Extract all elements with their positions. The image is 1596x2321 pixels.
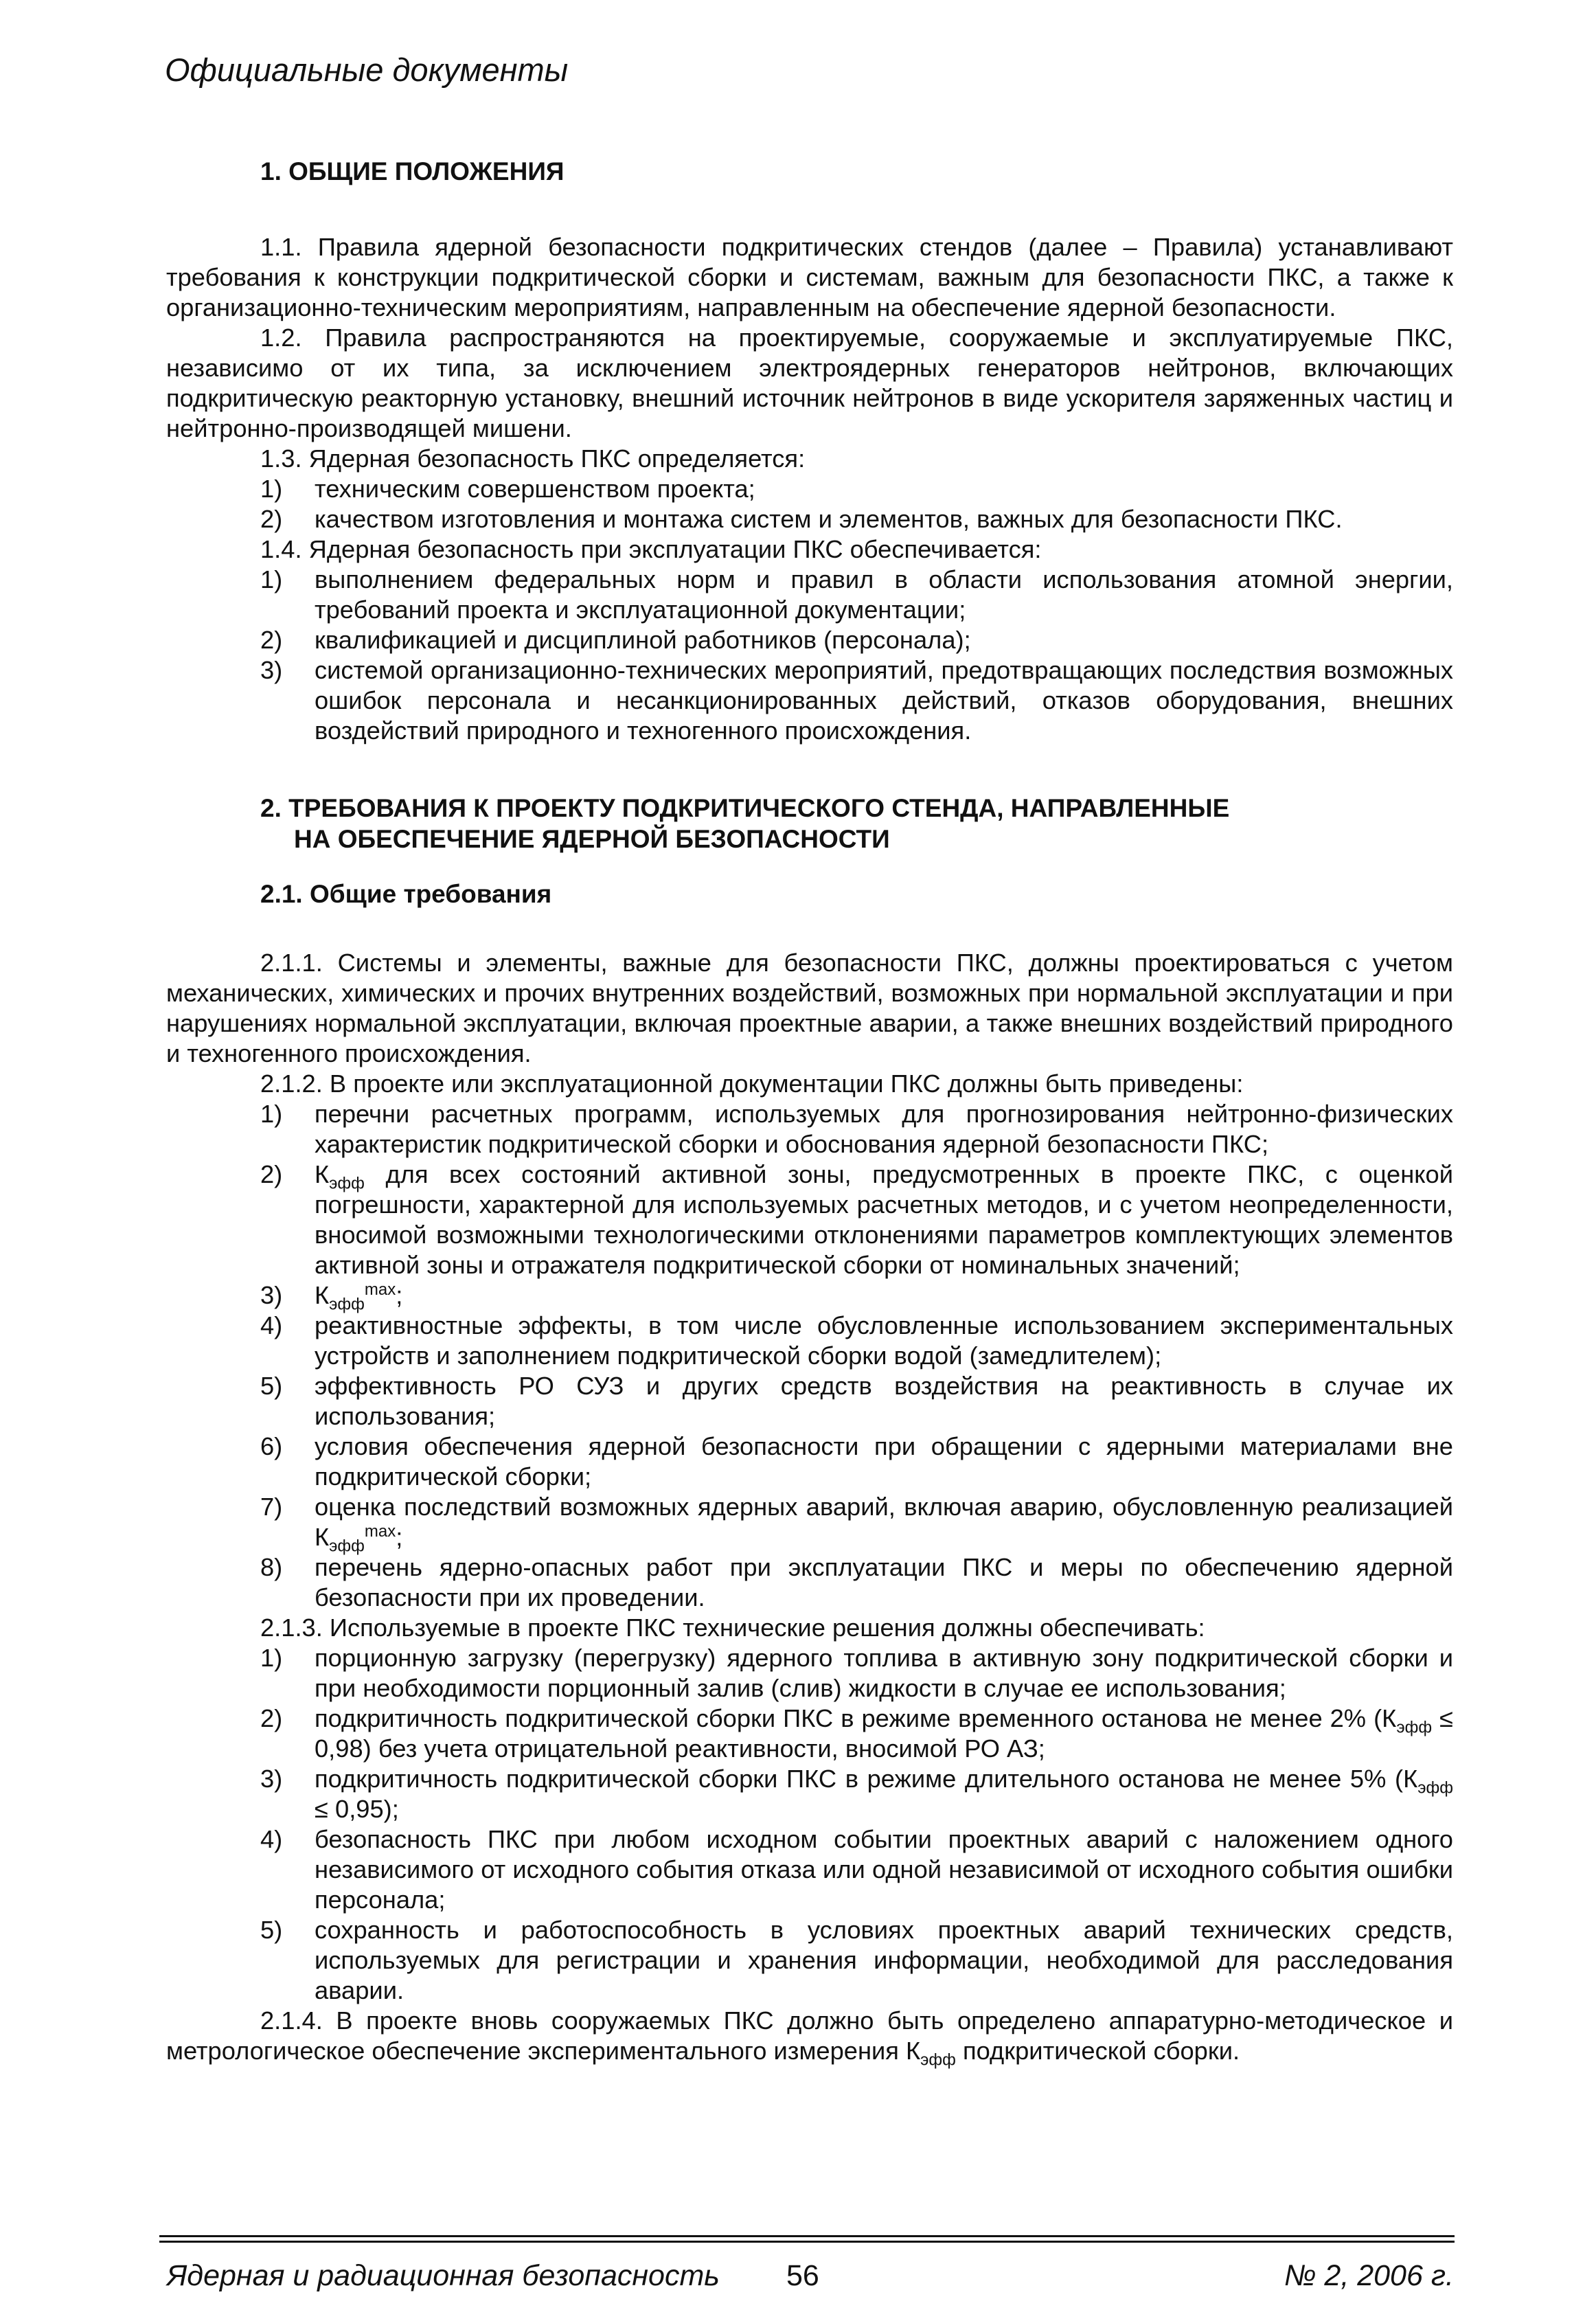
list-1-4 xyxy=(166,565,1453,746)
list-number: 8) xyxy=(260,1553,283,1581)
footer-rule-top xyxy=(159,2235,1455,2237)
list-number: 4) xyxy=(260,1311,283,1339)
running-head: Официальные документы xyxy=(165,52,569,88)
list-text: оценка последствий возможных ядерных аварий, включая аварию, обусловленную реализацией xyxy=(315,1493,1453,1521)
k-eff-subscript: эфф xyxy=(1396,1718,1433,1737)
paragraph-text: 2.1.4. В проекте вновь сооружаемых ПКС должно быть определено аппаратурно-методическое и метрологическое обеспечение экспериментального измерения xyxy=(166,2006,1453,2065)
list-item xyxy=(166,1552,1453,1613)
list-number: 1) xyxy=(260,1100,283,1128)
paragraph-1-3: 1.3. Ядерная безопасность ПКС определяется: xyxy=(260,444,806,473)
k-eff-subscript: эфф xyxy=(920,2050,956,2070)
list-text-tail: ; xyxy=(396,1281,403,1309)
paragraph-2-1-2: 2.1.2. В проекте или эксплуатационной документации ПКС должны быть приведены: xyxy=(260,1069,1244,1098)
paragraph-2-1-1: 2.1.1. Системы и элементы, важные для безопасности ПКС, должны проектироваться с учетом механических, химических и прочих внутренних воздействий, возможных при нормальной эксплуатации и при нарушениях нормальной эксплуатации, включая проектные аварии, а также внешних воздействий природного и техногенного происхождения. xyxy=(166,949,1453,1067)
k-eff-subscript: эфф xyxy=(329,1295,365,1314)
list-item xyxy=(166,1643,1453,1703)
footer-issue: № 2, 2006 г. xyxy=(1284,2259,1454,2292)
list-number: 2) xyxy=(260,1160,283,1188)
k-eff-subscript: эфф xyxy=(1417,1778,1453,1798)
list-number: 7) xyxy=(260,1493,283,1521)
list-text: перечень ядерно-опасных работ при эксплуатации ПКС и меры по обеспечению ядерной безопасности при их проведении. xyxy=(315,1553,1453,1611)
paragraph-1-4: 1.4. Ядерная безопасность при эксплуатации ПКС обеспечивается: xyxy=(260,535,1042,563)
section-2-heading-line-1: 2. ТРЕБОВАНИЯ К ПРОЕКТУ ПОДКРИТИЧЕСКОГО СТЕНДА, НАПРАВЛЕННЫЕ xyxy=(260,794,1230,822)
list-text: порционную загрузку (перегрузку) ядерного топлива в активную зону подкритической сборки и при необходимости порционный залив (слив) жидкости в случае ее использования; xyxy=(315,1644,1453,1702)
section-2-heading xyxy=(166,793,1453,854)
k-eff-symbol: К xyxy=(1403,1765,1418,1793)
list-text: выполнением федеральных норм и правил в области использования атомной энергии, требований проекта и эксплуатационной документации; xyxy=(315,565,1453,624)
list-text: для всех состояний активной зоны, предусмотренных в проекте ПКС, с оценкой погрешности, характерной для используемых расчетных методов, и с учетом неопределенности, вносимой возможными технологическими отклонениями параметров комплектующих элементов активной зоны и отражателя подкритической сборки от номинальных значений; xyxy=(315,1160,1453,1279)
list-text: системой организационно-технических мероприятий, предотвращающих последствия возможных ошибок персонала и несанкционированных действий, отказов оборудования, внешних воздействий природного и техногенного происхождения. xyxy=(315,656,1453,745)
list-item xyxy=(166,1824,1453,1915)
list-item xyxy=(166,474,1453,504)
k-eff-symbol: К xyxy=(906,2037,921,2065)
list-item xyxy=(166,655,1453,746)
paragraph-1-1: 1.1. Правила ядерной безопасности подкритических стендов (далее – Правила) устанавливают требования к конструкции подкритической сборки и системам, важным для безопасности ПКС, а также к организационно-техническим мероприятиям, направленным на обеспечение ядерной безопасности. xyxy=(166,233,1453,321)
list-number: 1) xyxy=(260,565,283,593)
list-item xyxy=(166,1431,1453,1492)
list-text: техническим совершенством проекта; xyxy=(315,475,755,503)
list-number: 5) xyxy=(260,1916,283,1944)
footer-rule-bottom xyxy=(159,2241,1455,2243)
list-number: 1) xyxy=(260,1644,283,1672)
k-eff-superscript: max xyxy=(364,1280,396,1299)
list-number: 3) xyxy=(260,1281,283,1309)
k-eff-superscript: max xyxy=(364,1521,396,1541)
k-eff-symbol: К xyxy=(315,1160,330,1188)
list-number: 2) xyxy=(260,1704,283,1732)
list-text: квалификацией и дисциплиной работников (персонала); xyxy=(315,626,971,654)
footer-journal-title: Ядерная и радиационная безопасность xyxy=(167,2259,720,2292)
list-item xyxy=(166,625,1453,655)
document-body xyxy=(166,157,1453,2070)
list-text: сохранность и работоспособность в условиях проектных аварий технических средств, используемых для регистрации и хранения информации, необходимой для расследования аварии. xyxy=(315,1916,1453,2004)
list-text: эффективность РО СУЗ и других средств воздействия на реактивность в случае их использования; xyxy=(315,1372,1453,1430)
list-text-tail: ≤ 0,98) без учета отрицательной реактивности, вносимой РО АЗ; xyxy=(315,1704,1453,1763)
list-text: условия обеспечения ядерной безопасности при обращении с ядерными материалами вне подкритической сборки; xyxy=(315,1432,1453,1491)
k-eff-subscript: эфф xyxy=(329,1174,365,1193)
list-item xyxy=(166,1311,1453,1371)
list-number: 3) xyxy=(260,656,283,684)
list-item xyxy=(166,1371,1453,1431)
list-item xyxy=(166,1099,1453,1159)
list-text: реактивностные эффекты, в том числе обусловленные использованием экспериментальных устройств и заполнением подкритической сборки водой (замедлителем); xyxy=(315,1311,1453,1370)
list-number: 2) xyxy=(260,505,283,533)
paragraph-1-2: 1.2. Правила распространяются на проектируемые, сооружаемые и эксплуатируемые ПКС, независимо от их типа, за исключением электроядерных генераторов нейтронов, включающих подкритическую реакторную установку, внешний источник нейтронов в виде ускорителя заряженных частиц и нейтронно-производящей мишени. xyxy=(166,324,1453,442)
k-eff-symbol: К xyxy=(315,1281,330,1309)
list-2-1-2 xyxy=(166,1099,1453,1613)
list-1-3 xyxy=(166,474,1453,534)
section-1-heading: 1. ОБЩИЕ ПОЛОЖЕНИЯ xyxy=(260,157,565,185)
section-2-heading-line-2: НА ОБЕСПЕЧЕНИЕ ЯДЕРНОЙ БЕЗОПАСНОСТИ xyxy=(294,825,890,853)
list-text: безопасность ПКС при любом исходном событии проектных аварий с наложением одного независимого от исходного события отказа или одной независимой от исходного события ошибки персонала; xyxy=(315,1825,1453,1914)
list-text: подкритичность подкритической сборки ПКС в режиме временного останова не менее 2% ( xyxy=(315,1704,1382,1732)
list-item xyxy=(166,1703,1453,1764)
list-item xyxy=(166,565,1453,625)
list-item xyxy=(166,504,1453,534)
list-item xyxy=(166,1492,1453,1556)
list-2-1-3 xyxy=(166,1643,1453,2006)
subsection-2-1-heading: 2.1. Общие требования xyxy=(260,880,552,908)
footer-page-number: 56 xyxy=(786,2259,819,2292)
list-text: перечни расчетных программ, используемых для прогнозирования нейтронно-физических характеристик подкритической сборки и обоснования ядерной безопасности ПКС; xyxy=(315,1100,1453,1158)
k-eff-subscript: эфф xyxy=(329,1537,365,1556)
list-number: 3) xyxy=(260,1765,283,1793)
list-item xyxy=(166,1159,1453,1280)
list-text: подкритичность подкритической сборки ПКС в режиме длительного останова не менее 5% ( xyxy=(315,1765,1404,1793)
list-number: 5) xyxy=(260,1372,283,1400)
list-number: 4) xyxy=(260,1825,283,1853)
list-number: 2) xyxy=(260,626,283,654)
paragraph-text-tail: подкритической сборки. xyxy=(955,2037,1240,2065)
list-number: 6) xyxy=(260,1432,283,1460)
list-text: качеством изготовления и монтажа систем и элементов, важных для безопасности ПКС. xyxy=(315,505,1343,533)
k-eff-symbol: К xyxy=(1382,1704,1397,1732)
list-item xyxy=(166,1764,1453,1824)
paragraph-2-1-4 xyxy=(166,2006,1453,2070)
paragraph-2-1-3: 2.1.3. Используемые в проекте ПКС технические решения должны обеспечивать: xyxy=(260,1614,1205,1642)
list-item xyxy=(166,1280,1453,1314)
list-item xyxy=(166,1915,1453,2006)
list-number: 1) xyxy=(260,475,283,503)
k-eff-symbol: К xyxy=(315,1523,330,1551)
list-text-tail: ; xyxy=(396,1523,403,1551)
list-text-tail: ≤ 0,95); xyxy=(315,1795,399,1823)
